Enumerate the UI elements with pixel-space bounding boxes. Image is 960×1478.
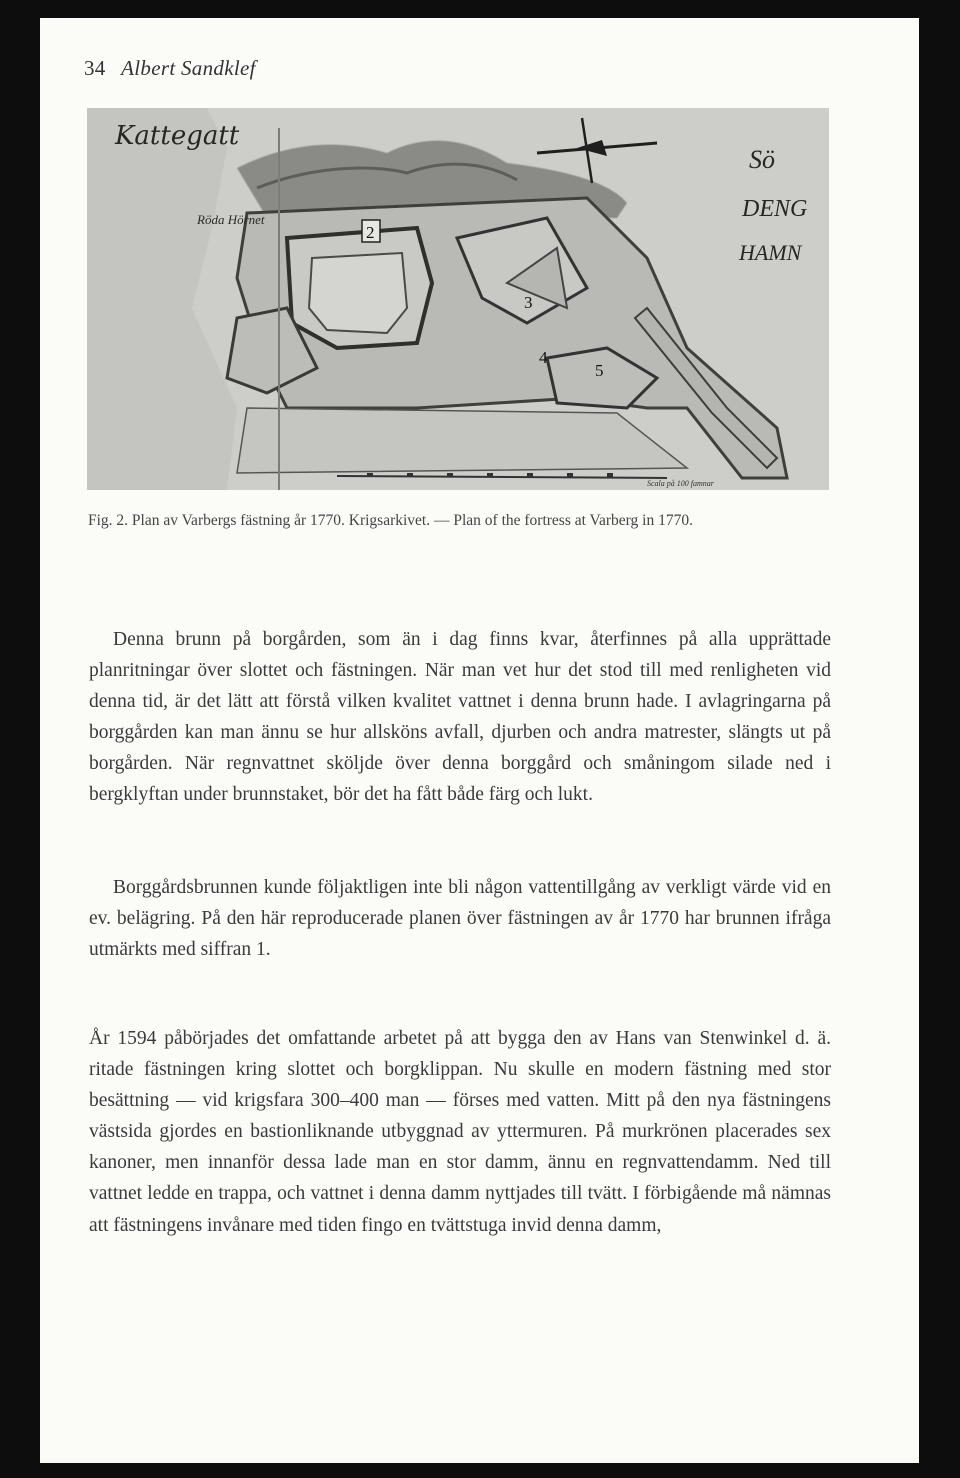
fortress-plan-drawing <box>87 108 829 490</box>
book-page <box>40 18 919 1463</box>
marker-4: 4 <box>539 348 548 367</box>
paragraph-2-text: Borggårdsbrunnen kunde följaktligen inte bli någon vattentillgång av verkligt värde vid en ev. belägring. På den här reproducerade planen över fästningen av år 1770 har brunnen ifråga utmärkts med siffran 1. <box>89 877 831 961</box>
marker-3: 3 <box>524 293 533 312</box>
marker-2: 2 <box>366 223 375 242</box>
label-top-left: Kattegatt <box>115 121 240 151</box>
label-top-right-3: HAMN <box>739 240 802 265</box>
label-rode-hornet: Röda Hörnet <box>197 212 265 227</box>
label-top-right-1: Sö <box>749 145 775 174</box>
marker-5: 5 <box>595 361 604 380</box>
paragraph-2 <box>89 872 831 965</box>
label-top-right-2: DENG <box>742 196 808 222</box>
fortress-plan-figure <box>87 108 829 490</box>
paragraph-3-text: År 1594 påbörjades det omfattande arbetet på att bygga den av Hans van Stenwinkel d. ä. ritade fästningen kring slottet och borgklippan. Nu skulle en modern fästning med stor besättning — vid krigsfara 300–400 man — förses med vatten. Mitt på den nya fästningens västsida gjordes en bastionliknande utbyggnad av yttermuren. På murkrönen placerades sex kanoner, men innanför dessa lade man en stor damm, ännu en regnvattendamm. Ned till vattnet ledde en trappa, och vattnet i denna damm nyttjades till tvätt. I förbigående må nämnas att fästningens invånare med tiden fingo en tvättstuga invid denna damm, <box>89 1028 831 1236</box>
paragraph-1-text: Denna brunn på borgården, som än i dag finns kvar, återfinnes på alla upprättade planritningar över slottet och fästningen. När man vet hur det stod till med renligheten vid denna tid, är det lätt att förstå vilken kvalitet vattnet i denna brunn hade. I avlagringarna på borggården kan man ännu se hur allsköns avfall, djurben och andra matrester, slängts ut på borgården. När regnvattnet sköljde över denna borggård och småningom silade ned i bergklyftan under brunnstaket, bör det ha fått både färg och lukt. <box>89 629 831 806</box>
running-header <box>84 56 256 81</box>
esplanade <box>237 408 687 473</box>
courtyard <box>309 253 407 333</box>
paragraph-1 <box>89 624 831 811</box>
figure-caption: Fig. 2. Plan av Varbergs fästning år 1770. Krigsarkivet. — Plan of the fortress at Varberg in 1770. <box>88 512 693 529</box>
scale-label: Scala på 100 famnar <box>647 479 714 488</box>
paragraph-3 <box>89 1023 831 1241</box>
author-name: Albert Sandklef <box>121 56 256 80</box>
page-number: 34 <box>84 56 106 80</box>
